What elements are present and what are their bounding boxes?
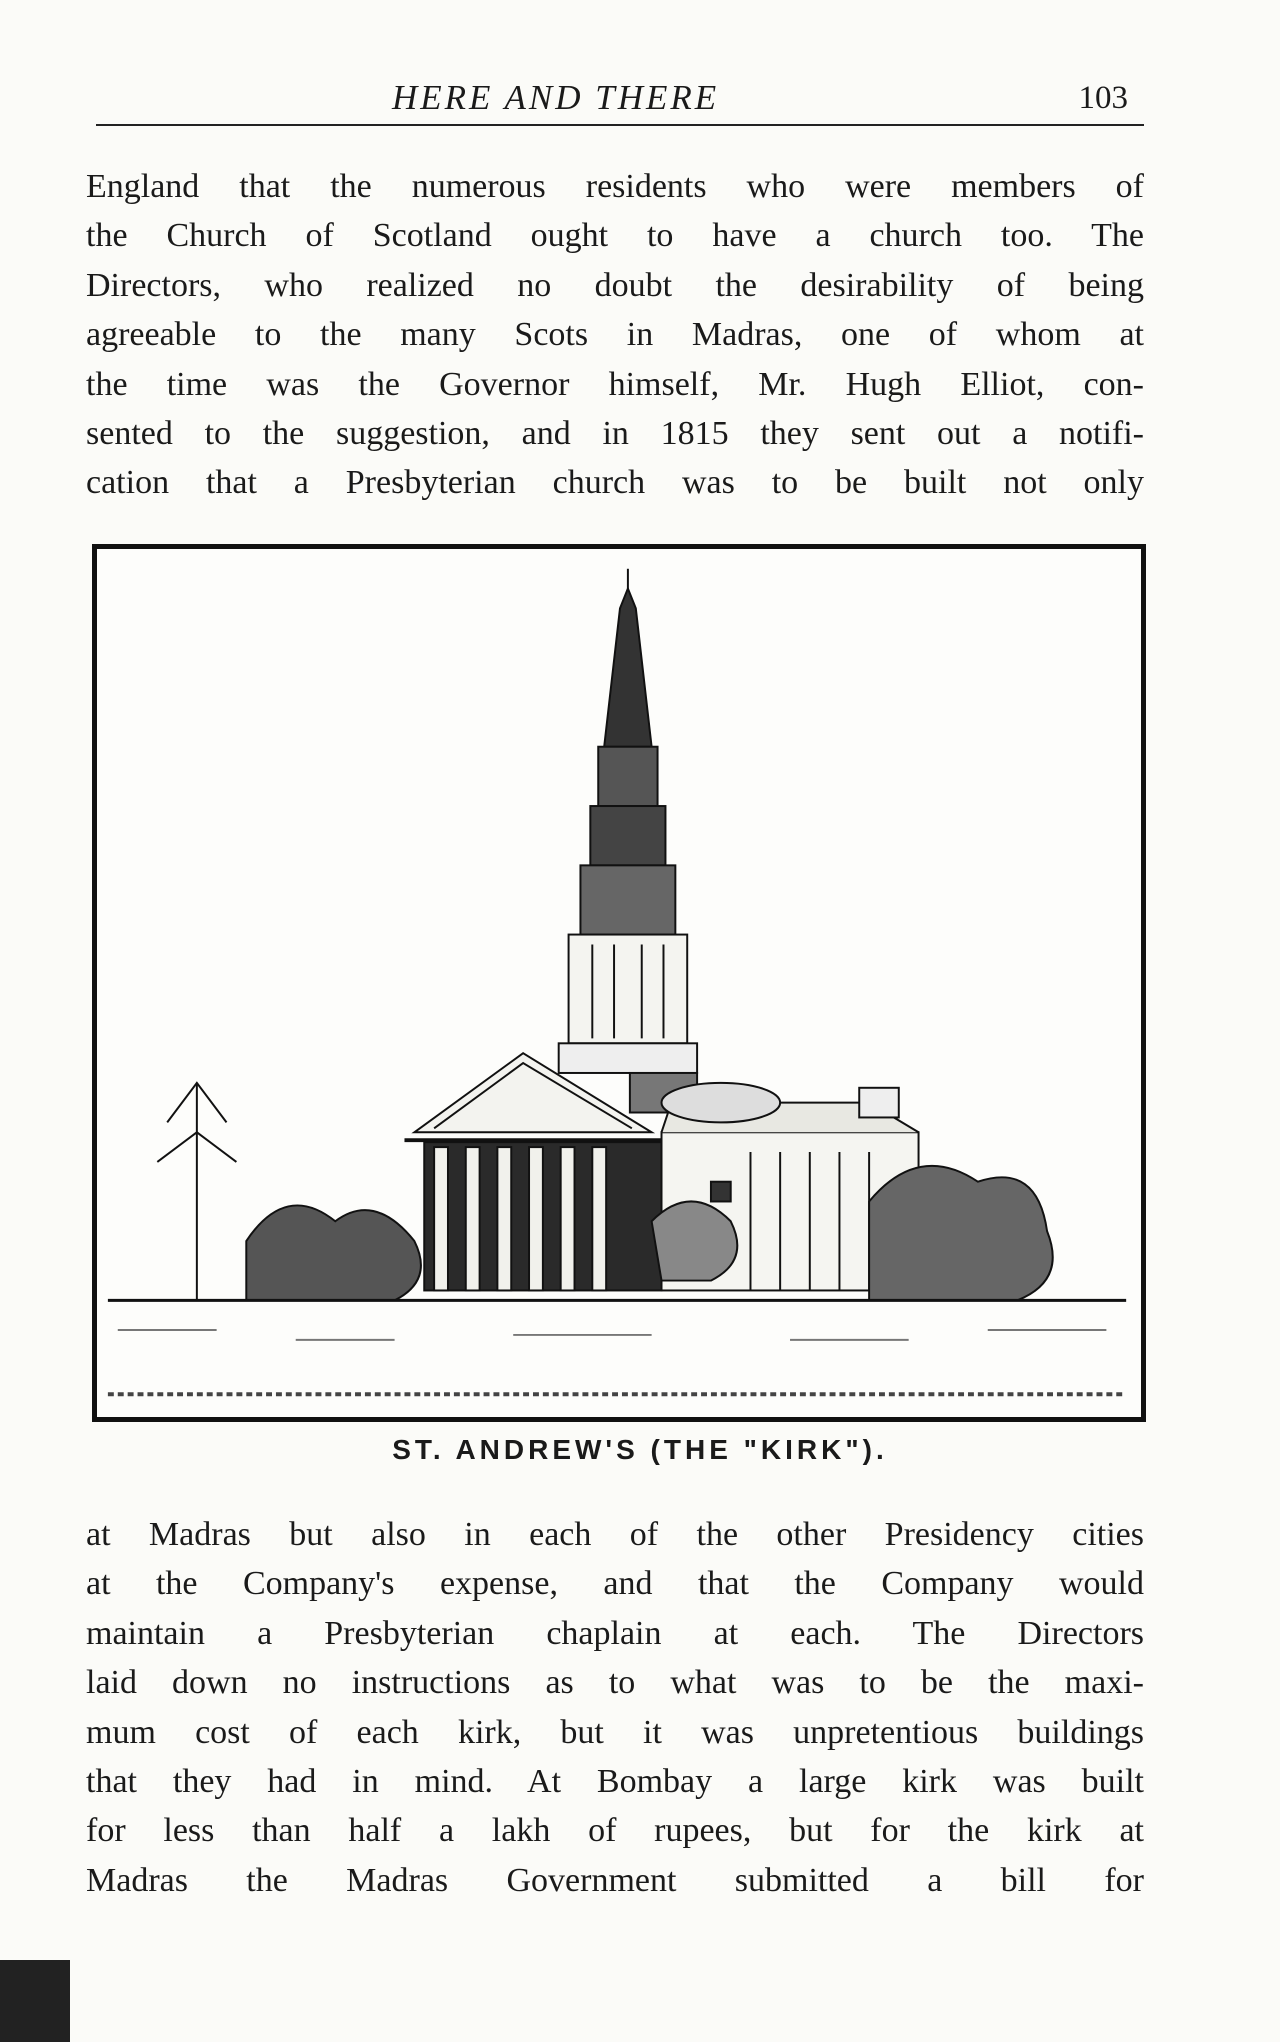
text-line: the time was the Governor himself, Mr. Hugh Elliot, con- — [86, 365, 1144, 403]
text-line: cation that a Presbyterian church was to be built not only — [86, 464, 1144, 502]
text-line: maintain a Presbyterian chaplain at each. The Directors — [86, 1614, 1144, 1652]
text-line: Madras the Madras Government submitted a bill for — [86, 1861, 1144, 1899]
text-line: Directors, who realized no doubt the desirability of being — [86, 266, 1144, 304]
paragraph-top — [86, 162, 1144, 508]
text-line: laid down no instructions as to what was to be the maxi- — [86, 1664, 1144, 1702]
text-line: the Church of Scotland ought to have a church too. The — [86, 217, 1144, 255]
text-line: sented to the suggestion, and in 1815 they sent out a notifi- — [86, 415, 1144, 453]
text-line: that they had in mind. At Bombay a large kirk was built — [86, 1763, 1144, 1801]
paragraph-bottom — [86, 1510, 1144, 1905]
text-line: mum cost of each kirk, but it was unpretentious buildings — [86, 1713, 1144, 1751]
text-line: agreeable to the many Scots in Madras, one of whom at — [86, 316, 1144, 354]
text-line: for less than half a lakh of rupees, but for the kirk at — [86, 1812, 1144, 1850]
page-number: 103 — [1078, 80, 1128, 116]
running-header — [96, 72, 1144, 126]
text-line: at the Company's expense, and that the Company would — [86, 1565, 1144, 1603]
text-line: England that the numerous residents who were members of — [86, 168, 1144, 205]
running-title: HERE AND THERE — [392, 78, 720, 117]
scan-smudge — [0, 1960, 70, 2042]
text-line: at Madras but also in each of the other Presidency cities — [86, 1516, 1144, 1553]
church-illustration — [92, 544, 1146, 1422]
figure-caption: ST. ANDREW'S (THE "KIRK"). — [392, 1434, 888, 1465]
st-andrews-kirk-drawing — [97, 549, 1141, 1417]
